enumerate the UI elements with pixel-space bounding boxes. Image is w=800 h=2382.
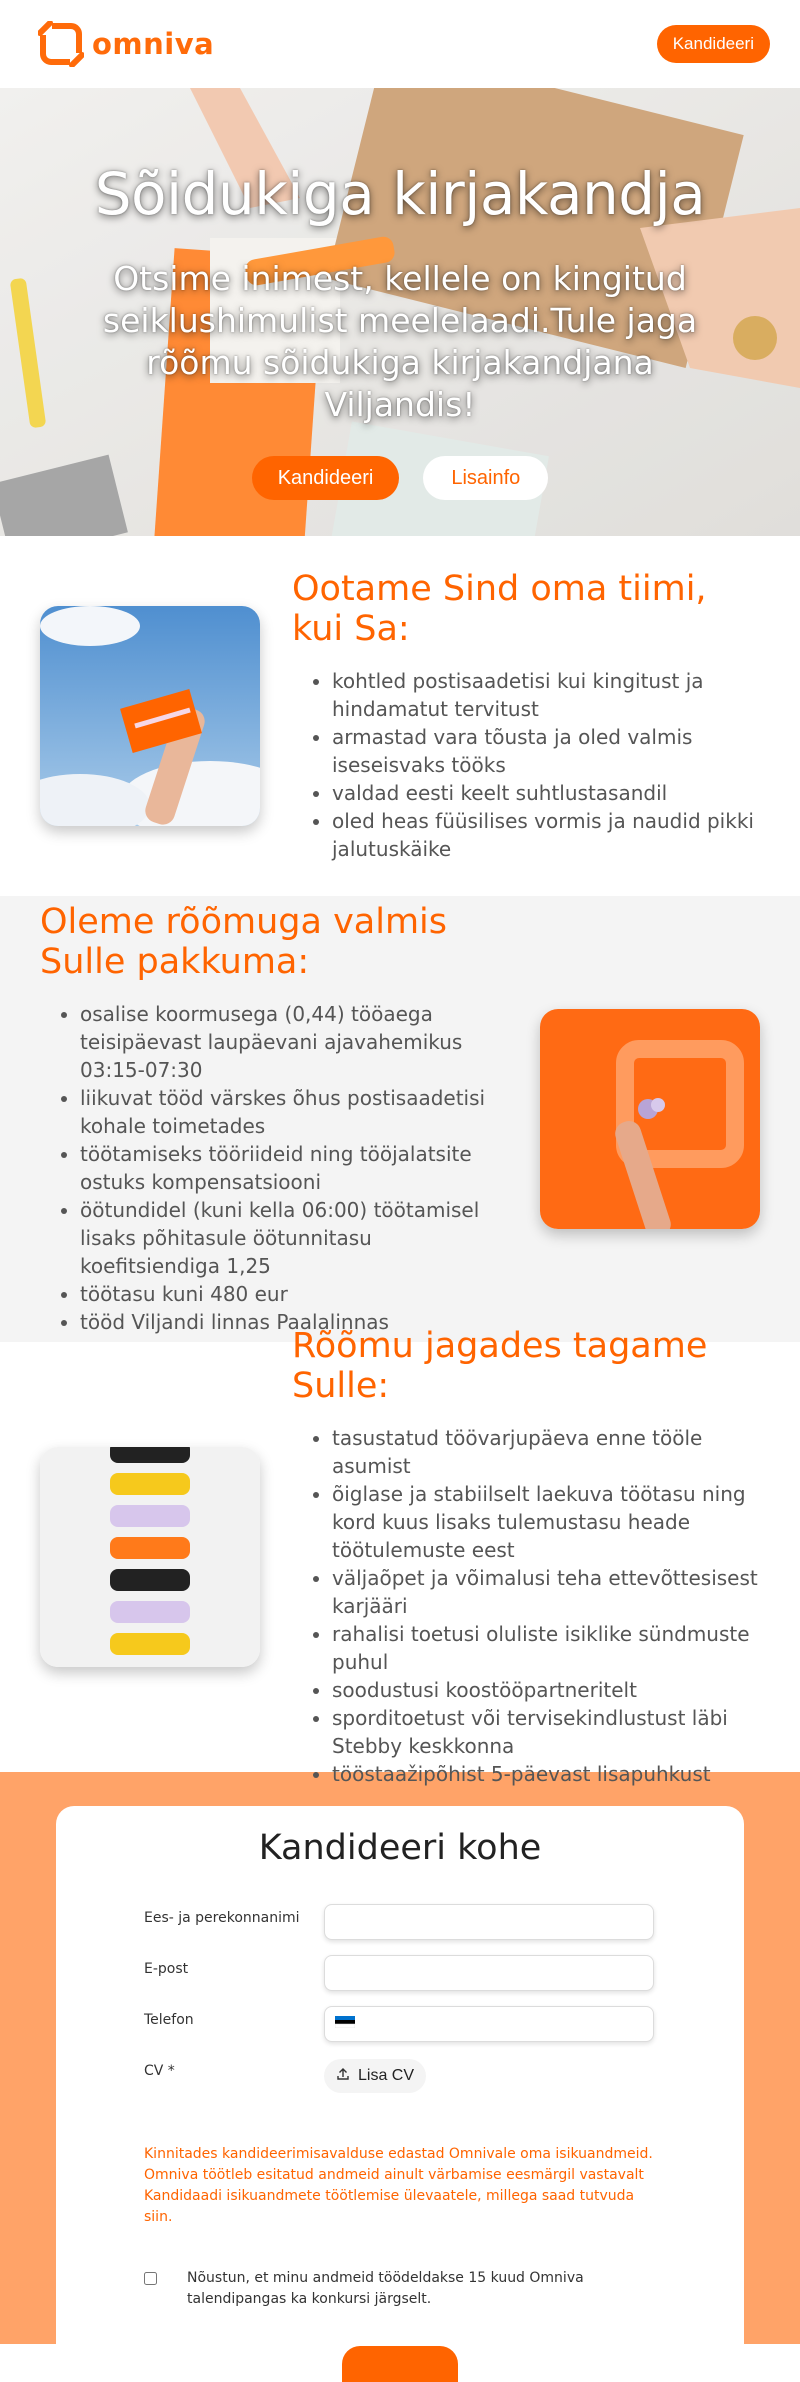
list-item: • tööstaažipõhist 5-päevast lisapuhkust	[332, 1760, 760, 1788]
omniva-logo-icon	[38, 21, 84, 67]
offer-section	[0, 896, 800, 1342]
list-item: • osalise koormusega (0,44) tööaega teisipäevast laupäevani ajavahemikus 03:15-07:30	[80, 1000, 504, 1084]
hero-apply-button[interactable]: Kandideeri	[252, 456, 400, 500]
list-item: • töötasu kuni 480 eur	[80, 1280, 504, 1308]
omniva-logo[interactable]	[38, 21, 214, 67]
application-form	[56, 1806, 744, 2344]
cv-label: CV *	[144, 2063, 175, 2079]
list-item: • töötamiseks tööriideid ning tööjalatsite ostuks kompensatsiooni	[80, 1140, 504, 1196]
benefits-title: Rõõmu jagades tagame Sulle:	[292, 1326, 708, 1406]
hero-banner	[0, 88, 800, 536]
list-item: • armastad vara tõusta ja oled valmis iseseisvaks tööks	[332, 723, 760, 779]
list-item: • valdad eesti keelt suhtlustasandil	[332, 779, 760, 807]
form-title: Kandideeri kohe	[258, 1828, 542, 1868]
list-item: • tasustatud töövarjupäeva enne tööle asumist	[332, 1424, 760, 1480]
name-input[interactable]	[324, 1904, 654, 1940]
name-row	[144, 1904, 744, 1955]
flower-hand-image	[540, 1009, 760, 1229]
requirements-section	[0, 536, 800, 896]
application-section	[0, 1772, 800, 2344]
upload-icon	[336, 2067, 350, 2086]
list-item: • õiglase ja stabiilselt laekuva töötasu ning kord kuus lisaks tulemustasu heade töötulemuste eest	[332, 1480, 760, 1564]
name-label: Ees- ja perekonnanimi	[144, 1910, 300, 1926]
hero-subtitle: Otsime inimest, kellele on kingitud seiklushimulist meelelaadi.Tule jaga rõõmu sõidukiga kirjakandjana Viljandis!	[102, 259, 698, 424]
phone-row	[144, 2006, 744, 2057]
hero-buttons	[252, 456, 549, 500]
list-item: • oled heas füüsilises vormis ja naudid pikki jalutuskäike	[332, 807, 760, 863]
consent-row	[144, 2268, 656, 2310]
form-fields	[56, 1904, 744, 2108]
email-row	[144, 1955, 744, 2006]
requirements-list	[292, 667, 760, 863]
add-cv-button[interactable]	[324, 2059, 426, 2093]
list-item: • sporditoetust või tervisekindlustust läbi Stebby keskkonna	[332, 1704, 760, 1760]
offer-list	[40, 1000, 504, 1336]
hero-title: Sõidukiga kirjakandja	[94, 160, 706, 228]
benefits-content	[292, 1326, 760, 1788]
email-label: E-post	[144, 1961, 189, 1977]
list-item: • tööd Viljandi linnas Paalalinnas	[80, 1308, 504, 1336]
list-item: • liikuvat tööd värskes õhus postisaadetisi kohale toimetades	[80, 1084, 504, 1140]
phone-label: Telefon	[144, 2012, 194, 2028]
talent-pool-consent-label: Nõustun, et minu andmeid töödeldakse 15 kuud Omniva talendipangas ka konkursi järgselt.	[187, 2270, 584, 2307]
requirements-content	[292, 569, 760, 863]
email-input[interactable]	[324, 1955, 654, 1991]
logo-wordmark: omniva	[92, 27, 215, 61]
add-cv-label: Lisa CV	[358, 2067, 415, 2084]
list-item: • rahalisi toetusi oluliste isiklike sündmuste puhul	[332, 1620, 760, 1676]
candy-image	[40, 1447, 260, 1667]
site-header	[0, 0, 800, 88]
benefits-section	[0, 1326, 800, 1786]
requirements-title: Ootame Sind oma tiimi, kui Sa:	[292, 569, 707, 649]
benefits-list	[292, 1424, 760, 1788]
list-item: • väljaõpet ja võimalusi teha ettevõttesisest karjääri	[332, 1564, 760, 1620]
offer-content	[40, 902, 504, 1336]
header-apply-button[interactable]: Kandideeri	[657, 25, 770, 63]
estonia-flag-icon[interactable]	[335, 2015, 355, 2033]
hero-info-button[interactable]: Lisainfo	[423, 456, 548, 500]
privacy-note: Kinnitades kandideerimisavalduse edastad Omnivale oma isikuandmeid. Omniva töötleb esitatud andmeid ainult värbamise eesmärgil vastavalt Kandidaadi isikuandmete töötlemise ülevaatele, millega saad tutvuda siin.	[144, 2146, 653, 2225]
talent-pool-consent-checkbox[interactable]	[144, 2272, 157, 2285]
list-item: • öötundidel (kuni kella 06:00) töötamisel lisaks põhitasule öötunnitasu koefitsiendiga 1,25	[80, 1196, 504, 1280]
phone-input[interactable]	[324, 2006, 654, 2042]
gift-in-sky-image	[40, 606, 260, 826]
cv-row	[144, 2057, 744, 2108]
offer-title: Oleme rõõmuga valmis Sulle pakkuma:	[40, 902, 448, 982]
submit-button[interactable]	[342, 2346, 458, 2382]
list-item: • kohtled postisaadetisi kui kingitust ja hindamatut tervitust	[332, 667, 760, 723]
list-item: • soodustusi koostööpartneritelt	[332, 1676, 760, 1704]
hero-content	[0, 88, 800, 536]
